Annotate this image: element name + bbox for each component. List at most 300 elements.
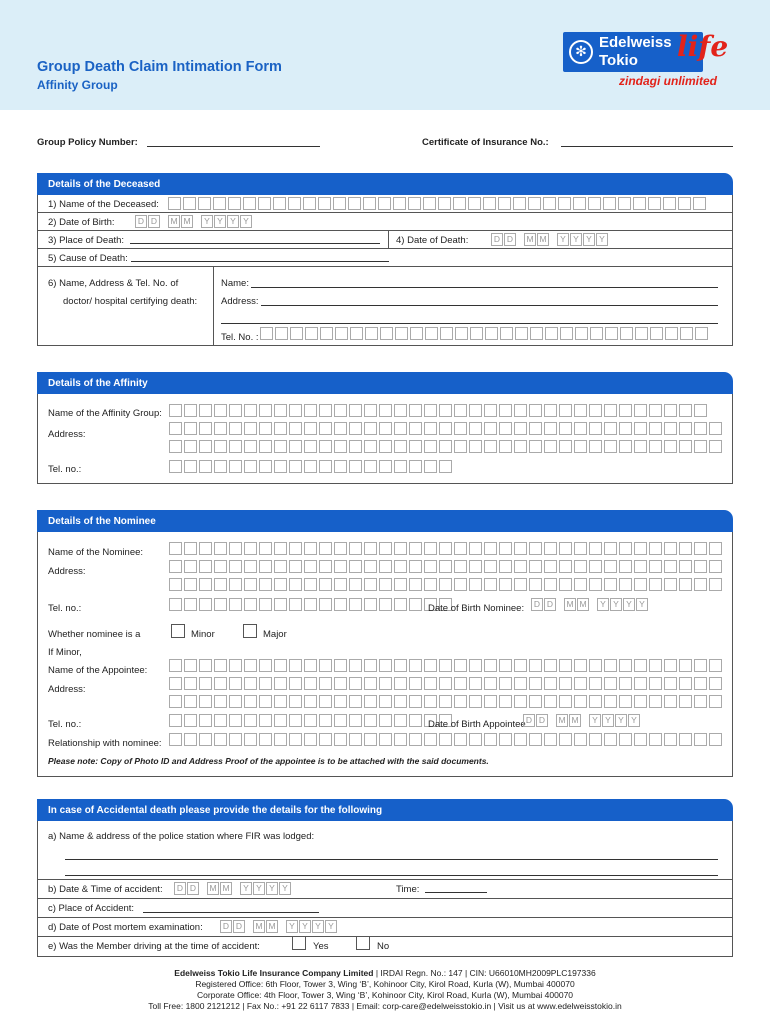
char-box[interactable] [259,659,272,672]
char-box[interactable] [319,695,332,708]
char-box[interactable] [709,677,722,690]
char-box[interactable] [274,714,287,727]
char-box[interactable] [274,440,287,453]
char-box[interactable] [184,422,197,435]
char-box[interactable] [544,542,557,555]
char-box[interactable] [694,542,707,555]
char-box[interactable] [274,578,287,591]
char-box[interactable] [469,578,482,591]
char-box[interactable] [424,677,437,690]
date-char-box[interactable]: D [148,215,160,228]
char-box[interactable] [350,327,363,340]
char-box[interactable] [499,560,512,573]
char-box[interactable] [649,578,662,591]
char-box[interactable] [335,327,348,340]
char-box[interactable] [364,714,377,727]
char-box[interactable] [289,578,302,591]
char-box[interactable] [604,440,617,453]
char-box[interactable] [364,560,377,573]
date-char-box[interactable]: M [207,882,219,895]
group-policy-field[interactable] [147,146,320,147]
char-box[interactable] [319,578,332,591]
char-box[interactable] [469,404,482,417]
char-box[interactable] [499,404,512,417]
char-box[interactable] [499,542,512,555]
char-box[interactable] [663,197,676,210]
char-box[interactable] [289,542,302,555]
char-box[interactable] [424,659,437,672]
char-box[interactable] [349,460,362,473]
char-box[interactable] [169,677,182,690]
char-box[interactable] [619,677,632,690]
nominee-name-boxes[interactable] [169,542,724,555]
char-box[interactable] [619,560,632,573]
char-box[interactable] [529,440,542,453]
char-box[interactable] [410,327,423,340]
char-box[interactable] [589,659,602,672]
char-box[interactable] [455,327,468,340]
char-box[interactable] [468,197,481,210]
char-box[interactable] [169,422,182,435]
char-box[interactable] [574,677,587,690]
char-box[interactable] [349,542,362,555]
char-box[interactable] [694,677,707,690]
char-box[interactable] [349,677,362,690]
char-box[interactable] [304,460,317,473]
char-box[interactable] [184,460,197,473]
char-box[interactable] [709,440,722,453]
date-char-box[interactable]: Y [266,882,278,895]
char-box[interactable] [438,197,451,210]
char-box[interactable] [348,197,361,210]
date-char-box[interactable]: M [556,714,568,727]
char-box[interactable] [529,560,542,573]
char-box[interactable] [379,695,392,708]
nominee-dob-boxes[interactable] [531,598,649,611]
char-box[interactable] [423,197,436,210]
char-box[interactable] [634,733,647,746]
char-box[interactable] [485,327,498,340]
char-box[interactable] [649,677,662,690]
char-box[interactable] [304,714,317,727]
char-box[interactable] [214,440,227,453]
char-box[interactable] [634,695,647,708]
char-box[interactable] [349,422,362,435]
char-box[interactable] [334,440,347,453]
char-box[interactable] [650,327,663,340]
char-box[interactable] [589,578,602,591]
char-box[interactable] [620,327,633,340]
char-box[interactable] [184,560,197,573]
char-box[interactable] [408,197,421,210]
char-box[interactable] [409,440,422,453]
char-box[interactable] [409,542,422,555]
char-box[interactable] [363,197,376,210]
char-box[interactable] [259,460,272,473]
char-box[interactable] [319,677,332,690]
char-box[interactable] [575,327,588,340]
char-box[interactable] [244,578,257,591]
char-box[interactable] [634,560,647,573]
char-box[interactable] [664,560,677,573]
accident-date-boxes[interactable] [174,882,292,895]
char-box[interactable] [364,460,377,473]
char-box[interactable] [259,733,272,746]
char-box[interactable] [709,659,722,672]
char-box[interactable] [409,677,422,690]
char-box[interactable] [484,695,497,708]
char-box[interactable] [289,714,302,727]
char-box[interactable] [619,659,632,672]
char-box[interactable] [214,560,227,573]
char-box[interactable] [199,460,212,473]
char-box[interactable] [394,542,407,555]
char-box[interactable] [184,542,197,555]
date-char-box[interactable]: Y [597,598,609,611]
char-box[interactable] [604,659,617,672]
char-box[interactable] [184,733,197,746]
relationship-boxes[interactable] [169,733,724,746]
char-box[interactable] [409,422,422,435]
char-box[interactable] [694,560,707,573]
char-box[interactable] [319,598,332,611]
char-box[interactable] [394,422,407,435]
char-box[interactable] [469,659,482,672]
char-box[interactable] [229,440,242,453]
char-box[interactable] [349,598,362,611]
char-box[interactable] [544,560,557,573]
char-box[interactable] [454,695,467,708]
char-box[interactable] [559,542,572,555]
char-box[interactable] [604,578,617,591]
doctor-name-field[interactable] [251,287,718,288]
char-box[interactable] [289,460,302,473]
char-box[interactable] [394,440,407,453]
char-box[interactable] [289,733,302,746]
appointee-name-boxes[interactable] [169,659,724,672]
char-box[interactable] [559,578,572,591]
char-box[interactable] [364,404,377,417]
char-box[interactable] [379,659,392,672]
char-box[interactable] [709,542,722,555]
date-char-box[interactable]: M [168,215,180,228]
char-box[interactable] [349,578,362,591]
char-box[interactable] [334,422,347,435]
char-box[interactable] [484,404,497,417]
char-box[interactable] [379,542,392,555]
char-box[interactable] [199,404,212,417]
char-box[interactable] [514,578,527,591]
char-box[interactable] [320,327,333,340]
char-box[interactable] [184,677,197,690]
nominee-address-boxes-2[interactable] [169,578,724,591]
char-box[interactable] [499,659,512,672]
char-box[interactable] [574,440,587,453]
char-box[interactable] [694,404,707,417]
char-box[interactable] [394,460,407,473]
char-box[interactable] [424,578,437,591]
char-box[interactable] [679,542,692,555]
char-box[interactable] [574,733,587,746]
char-box[interactable] [319,733,332,746]
date-char-box[interactable]: Y [279,882,291,895]
char-box[interactable] [395,327,408,340]
char-box[interactable] [169,659,182,672]
char-box[interactable] [559,560,572,573]
char-box[interactable] [334,578,347,591]
postmortem-date-boxes[interactable] [220,920,338,933]
char-box[interactable] [544,677,557,690]
char-box[interactable] [439,440,452,453]
place-of-death-field[interactable] [130,243,380,244]
char-box[interactable] [303,197,316,210]
date-char-box[interactable]: Y [325,920,337,933]
char-box[interactable] [634,422,647,435]
char-box[interactable] [589,440,602,453]
char-box[interactable] [499,695,512,708]
date-char-box[interactable]: Y [240,215,252,228]
char-box[interactable] [229,404,242,417]
char-box[interactable] [228,197,241,210]
appointee-tel-boxes[interactable] [169,714,454,727]
char-box[interactable] [439,404,452,417]
date-char-box[interactable]: Y [312,920,324,933]
nominee-address-boxes-1[interactable] [169,560,724,573]
date-char-box[interactable]: Y [636,598,648,611]
appointee-address-boxes-2[interactable] [169,695,724,708]
char-box[interactable] [574,578,587,591]
char-box[interactable] [454,542,467,555]
char-box[interactable] [560,327,573,340]
char-box[interactable] [619,733,632,746]
char-box[interactable] [244,714,257,727]
date-char-box[interactable]: D [174,882,186,895]
char-box[interactable] [334,695,347,708]
char-box[interactable] [364,659,377,672]
char-box[interactable] [499,677,512,690]
char-box[interactable] [529,422,542,435]
char-box[interactable] [214,714,227,727]
char-box[interactable] [559,440,572,453]
char-box[interactable] [544,578,557,591]
char-box[interactable] [664,440,677,453]
char-box[interactable] [393,197,406,210]
char-box[interactable] [439,460,452,473]
char-box[interactable] [514,440,527,453]
char-box[interactable] [229,422,242,435]
char-box[interactable] [424,695,437,708]
char-box[interactable] [589,677,602,690]
char-box[interactable] [214,542,227,555]
char-box[interactable] [199,440,212,453]
char-box[interactable] [409,733,422,746]
char-box[interactable] [214,659,227,672]
char-box[interactable] [199,695,212,708]
char-box[interactable] [168,197,181,210]
char-box[interactable] [484,733,497,746]
char-box[interactable] [619,695,632,708]
char-box[interactable] [319,560,332,573]
char-box[interactable] [244,695,257,708]
char-box[interactable] [499,733,512,746]
char-box[interactable] [589,422,602,435]
char-box[interactable] [274,422,287,435]
char-box[interactable] [409,560,422,573]
char-box[interactable] [274,404,287,417]
char-box[interactable] [664,659,677,672]
char-box[interactable] [694,578,707,591]
char-box[interactable] [229,598,242,611]
char-box[interactable] [679,560,692,573]
char-box[interactable] [529,578,542,591]
char-box[interactable] [244,659,257,672]
char-box[interactable] [259,560,272,573]
char-box[interactable] [409,578,422,591]
affinity-address-boxes-1[interactable] [169,422,724,435]
date-char-box[interactable]: Y [214,215,226,228]
char-box[interactable] [394,659,407,672]
char-box[interactable] [634,578,647,591]
char-box[interactable] [289,695,302,708]
char-box[interactable] [394,677,407,690]
char-box[interactable] [304,542,317,555]
date-char-box[interactable]: Y [602,714,614,727]
char-box[interactable] [304,677,317,690]
char-box[interactable] [679,578,692,591]
char-box[interactable] [199,422,212,435]
char-box[interactable] [184,659,197,672]
char-box[interactable] [169,598,182,611]
char-box[interactable] [604,422,617,435]
char-box[interactable] [304,560,317,573]
char-box[interactable] [544,422,557,435]
date-char-box[interactable]: Y [623,598,635,611]
char-box[interactable] [334,659,347,672]
char-box[interactable] [349,659,362,672]
char-box[interactable] [304,733,317,746]
date-char-box[interactable]: D [220,920,232,933]
date-char-box[interactable]: M [220,882,232,895]
char-box[interactable] [319,714,332,727]
char-box[interactable] [229,733,242,746]
date-char-box[interactable]: Y [201,215,213,228]
char-box[interactable] [664,733,677,746]
char-box[interactable] [439,422,452,435]
major-checkbox[interactable] [243,624,257,638]
char-box[interactable] [529,659,542,672]
char-box[interactable] [649,733,662,746]
char-box[interactable] [694,659,707,672]
char-box[interactable] [259,695,272,708]
char-box[interactable] [648,197,661,210]
char-box[interactable] [529,404,542,417]
cause-of-death-field[interactable] [131,261,389,262]
char-box[interactable] [484,677,497,690]
char-box[interactable] [679,733,692,746]
char-box[interactable] [304,578,317,591]
char-box[interactable] [289,659,302,672]
char-box[interactable] [514,560,527,573]
char-box[interactable] [709,560,722,573]
char-box[interactable] [424,404,437,417]
date-char-box[interactable]: Y [570,233,582,246]
date-of-death-boxes[interactable] [491,233,609,246]
char-box[interactable] [259,714,272,727]
char-box[interactable] [604,542,617,555]
char-box[interactable] [633,197,646,210]
date-char-box[interactable]: M [266,920,278,933]
char-box[interactable] [378,197,391,210]
char-box[interactable] [559,695,572,708]
char-box[interactable] [274,695,287,708]
date-char-box[interactable]: M [181,215,193,228]
char-box[interactable] [649,542,662,555]
char-box[interactable] [529,695,542,708]
char-box[interactable] [424,560,437,573]
char-box[interactable] [498,197,511,210]
accident-time-field[interactable] [425,892,487,893]
char-box[interactable] [424,422,437,435]
char-box[interactable] [334,460,347,473]
char-box[interactable] [619,542,632,555]
char-box[interactable] [364,695,377,708]
date-char-box[interactable]: Y [299,920,311,933]
char-box[interactable] [679,440,692,453]
driving-no-checkbox[interactable] [356,936,370,950]
char-box[interactable] [319,460,332,473]
char-box[interactable] [454,733,467,746]
char-box[interactable] [243,197,256,210]
char-box[interactable] [439,677,452,690]
deceased-dob-boxes[interactable] [135,215,253,228]
char-box[interactable] [484,542,497,555]
char-box[interactable] [169,460,182,473]
char-box[interactable] [259,404,272,417]
char-box[interactable] [409,598,422,611]
char-box[interactable] [439,695,452,708]
char-box[interactable] [244,542,257,555]
date-char-box[interactable]: D [536,714,548,727]
char-box[interactable] [664,542,677,555]
date-char-box[interactable]: Y [557,233,569,246]
char-box[interactable] [199,542,212,555]
char-box[interactable] [694,440,707,453]
char-box[interactable] [589,733,602,746]
char-box[interactable] [229,460,242,473]
char-box[interactable] [199,677,212,690]
char-box[interactable] [259,542,272,555]
char-box[interactable] [259,598,272,611]
char-box[interactable] [603,197,616,210]
char-box[interactable] [274,598,287,611]
char-box[interactable] [394,560,407,573]
char-box[interactable] [514,659,527,672]
char-box[interactable] [634,542,647,555]
char-box[interactable] [514,422,527,435]
date-char-box[interactable]: Y [628,714,640,727]
char-box[interactable] [574,422,587,435]
date-char-box[interactable]: Y [589,714,601,727]
char-box[interactable] [484,422,497,435]
char-box[interactable] [214,598,227,611]
char-box[interactable] [514,695,527,708]
char-box[interactable] [169,404,182,417]
char-box[interactable] [289,404,302,417]
char-box[interactable] [590,327,603,340]
char-box[interactable] [364,542,377,555]
affinity-tel-boxes[interactable] [169,460,454,473]
char-box[interactable] [379,460,392,473]
